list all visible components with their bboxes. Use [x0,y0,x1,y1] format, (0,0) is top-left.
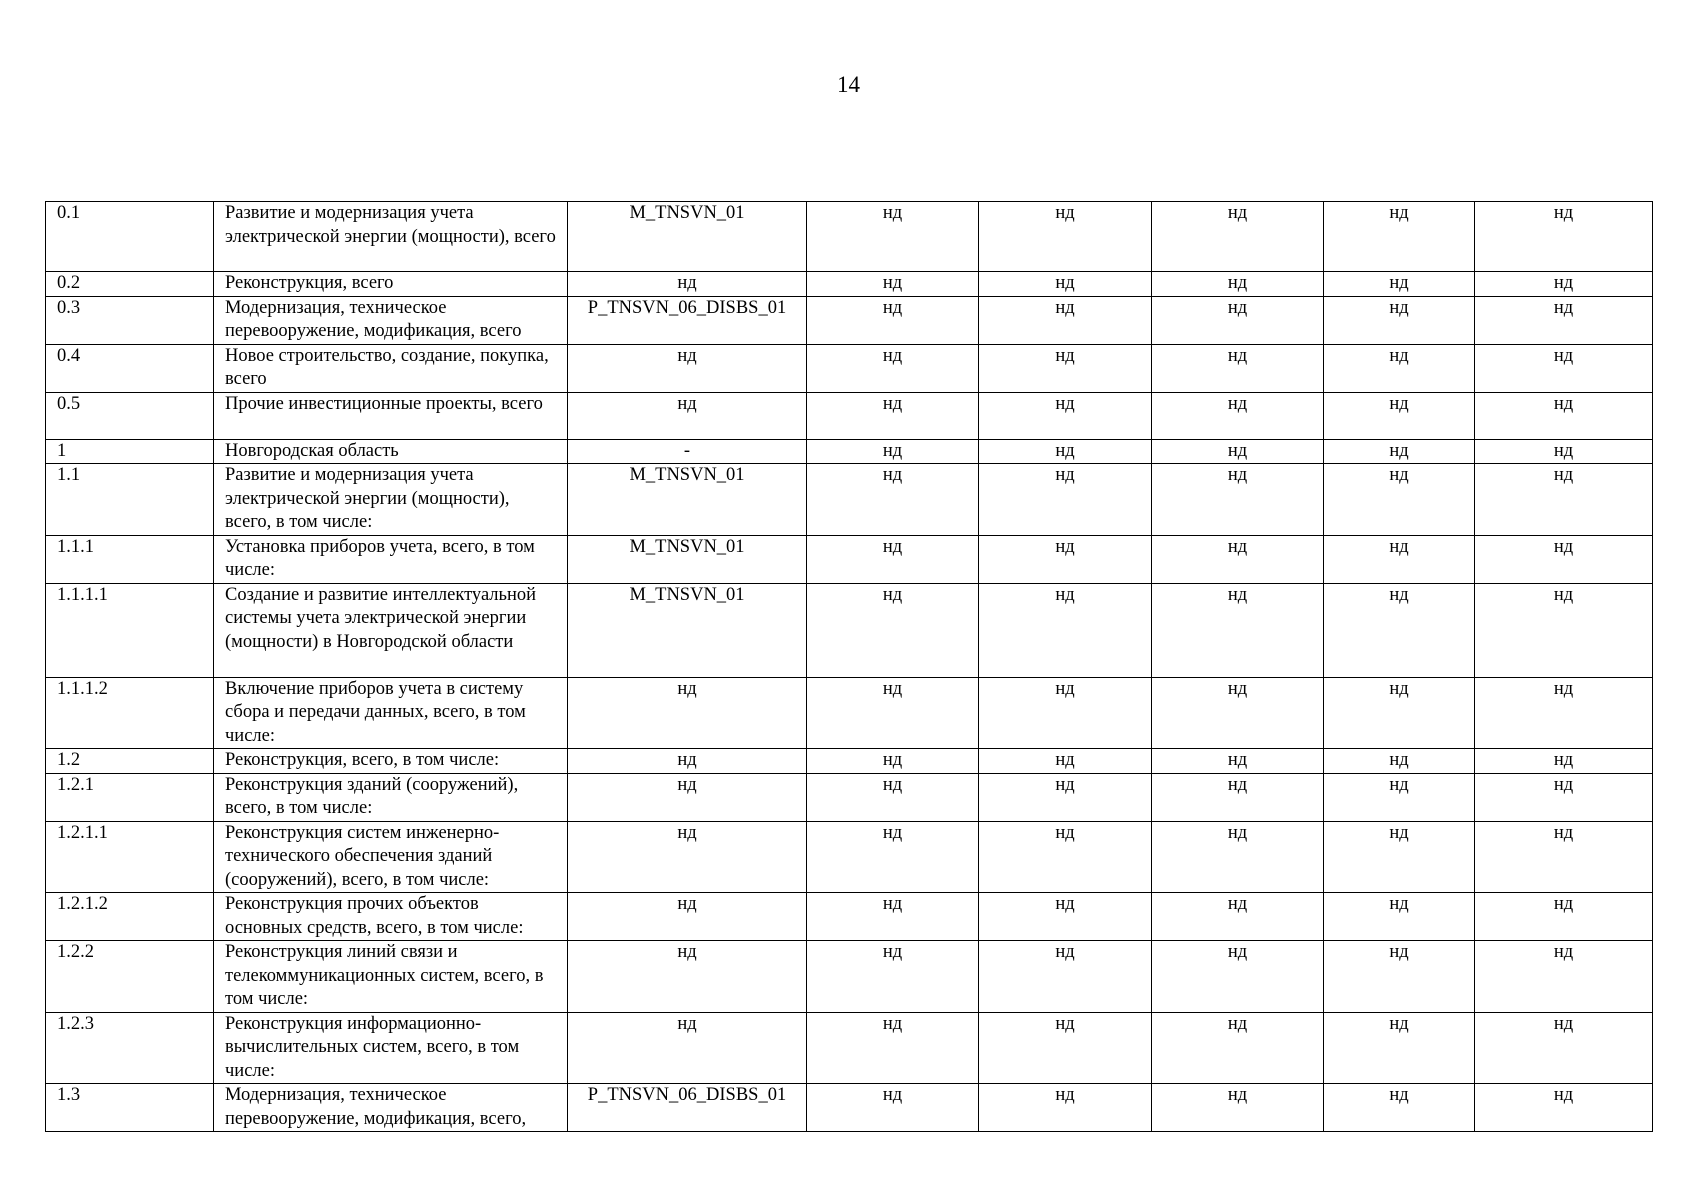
table-row [46,583,1653,677]
value-cell: нд [1152,1012,1324,1084]
row-code-cell: 1 [46,439,214,464]
value-cell: нд [979,202,1152,272]
value-cell: нд [1475,202,1653,272]
row-code-cell: 0.5 [46,392,214,439]
row-code-cell: 0.3 [46,296,214,344]
value-cell: нд [1475,677,1653,749]
value-cell: нд [807,749,979,774]
value-cell: нд [1324,439,1475,464]
value-cell: нд [1152,749,1324,774]
value-cell: нд [1324,583,1475,677]
table-row [46,1084,1653,1132]
table-row [46,535,1653,583]
value-cell: нд [1324,535,1475,583]
row-name-cell: Модернизация, техническое перевооружение, модификация, всего, [214,1084,568,1132]
row-name-cell: Реконструкция прочих объектов основных средств, всего, в том числе: [214,893,568,941]
table-row [46,296,1653,344]
value-cell: нд [979,941,1152,1013]
project-id-cell: нд [568,893,807,941]
value-cell: нд [1475,1084,1653,1132]
row-name-cell: Реконструкция, всего [214,272,568,297]
row-name-cell: Новгородская область [214,439,568,464]
value-cell: нд [807,344,979,392]
value-cell: нд [1152,464,1324,536]
table-row [46,821,1653,893]
table-row [46,344,1653,392]
value-cell: нд [1152,893,1324,941]
value-cell: нд [979,749,1152,774]
value-cell: нд [1152,202,1324,272]
value-cell: нд [979,773,1152,821]
value-cell: нд [1152,821,1324,893]
row-name-cell: Реконструкция линий связи и телекоммуникационных систем, всего, в том числе: [214,941,568,1013]
row-name-cell: Прочие инвестиционные проекты, всего [214,392,568,439]
project-id-cell: нд [568,821,807,893]
row-code-cell: 1.3 [46,1084,214,1132]
table-row [46,464,1653,536]
project-id-cell: нд [568,1012,807,1084]
project-id-cell: нд [568,272,807,297]
value-cell: нд [979,893,1152,941]
value-cell: нд [1475,821,1653,893]
row-name-cell: Включение приборов учета в систему сбора и передачи данных, всего, в том числе: [214,677,568,749]
value-cell: нд [807,821,979,893]
row-name-cell: Новое строительство, создание, покупка, всего [214,344,568,392]
value-cell: нд [1324,464,1475,536]
value-cell: нд [1324,202,1475,272]
row-code-cell: 1.2.1 [46,773,214,821]
row-name-cell: Модернизация, техническое перевооружение, модификация, всего [214,296,568,344]
value-cell: нд [979,464,1152,536]
project-id-cell: - [568,439,807,464]
value-cell: нд [1475,439,1653,464]
value-cell: нд [979,535,1152,583]
table-row [46,941,1653,1013]
value-cell: нд [979,677,1152,749]
value-cell: нд [807,464,979,536]
value-cell: нд [1152,439,1324,464]
value-cell: нд [807,1084,979,1132]
table-row [46,202,1653,272]
value-cell: нд [807,392,979,439]
table-row [46,392,1653,439]
value-cell: нд [1475,941,1653,1013]
value-cell: нд [979,344,1152,392]
value-cell: нд [1475,535,1653,583]
value-cell: нд [1475,272,1653,297]
value-cell: нд [979,1084,1152,1132]
value-cell: нд [807,677,979,749]
value-cell: нд [1152,272,1324,297]
value-cell: нд [1152,392,1324,439]
value-cell: нд [1475,464,1653,536]
value-cell: нд [1152,535,1324,583]
project-id-cell: нд [568,773,807,821]
value-cell: нд [1475,749,1653,774]
value-cell: нд [1152,296,1324,344]
value-cell: нд [1324,773,1475,821]
row-code-cell: 0.4 [46,344,214,392]
row-code-cell: 1.2.3 [46,1012,214,1084]
value-cell: нд [1324,941,1475,1013]
value-cell: нд [1475,1012,1653,1084]
value-cell: нд [807,583,979,677]
value-cell: нд [1152,583,1324,677]
value-cell: нд [1324,296,1475,344]
project-id-cell: нд [568,677,807,749]
project-id-cell: P_TNSVN_06_DISBS_01 [568,1084,807,1132]
value-cell: нд [1324,821,1475,893]
project-id-cell: нд [568,749,807,774]
value-cell: нд [807,535,979,583]
table-row [46,1012,1653,1084]
table-row [46,893,1653,941]
value-cell: нд [1475,392,1653,439]
value-cell: нд [1324,893,1475,941]
project-id-cell: нд [568,941,807,1013]
value-cell: нд [1152,1084,1324,1132]
value-cell: нд [1324,677,1475,749]
table-row [46,749,1653,774]
row-code-cell: 1.2.1.1 [46,821,214,893]
project-id-cell: M_TNSVN_01 [568,535,807,583]
value-cell: нд [979,1012,1152,1084]
project-id-cell: M_TNSVN_01 [568,464,807,536]
project-id-cell: M_TNSVN_01 [568,202,807,272]
value-cell: нд [1324,1084,1475,1132]
row-name-cell: Реконструкция информационно-вычислительных систем, всего, в том числе: [214,1012,568,1084]
table-row [46,677,1653,749]
value-cell: нд [807,296,979,344]
value-cell: нд [807,773,979,821]
row-code-cell: 1.2.1.2 [46,893,214,941]
value-cell: нд [979,296,1152,344]
value-cell: нд [1324,1012,1475,1084]
value-cell: нд [1324,392,1475,439]
value-cell: нд [979,821,1152,893]
row-name-cell: Реконструкция, всего, в том числе: [214,749,568,774]
value-cell: нд [1475,893,1653,941]
row-code-cell: 1.2 [46,749,214,774]
value-cell: нд [807,272,979,297]
value-cell: нд [1152,677,1324,749]
row-code-cell: 1.2.2 [46,941,214,1013]
row-name-cell: Создание и развитие интеллектуальной системы учета электрической энергии (мощности) в Новгородской области [214,583,568,677]
row-name-cell: Реконструкция систем инженерно-технического обеспечения зданий (сооружений), всего, в том числе: [214,821,568,893]
row-name-cell: Установка приборов учета, всего, в том числе: [214,535,568,583]
project-id-cell: P_TNSVN_06_DISBS_01 [568,296,807,344]
table-row [46,773,1653,821]
row-code-cell: 1.1.1.2 [46,677,214,749]
value-cell: нд [1475,344,1653,392]
value-cell: нд [807,893,979,941]
project-id-cell: M_TNSVN_01 [568,583,807,677]
value-cell: нд [979,583,1152,677]
investment-table [45,201,1653,1132]
value-cell: нд [1324,344,1475,392]
value-cell: нд [1475,296,1653,344]
row-code-cell: 0.1 [46,202,214,272]
value-cell: нд [807,439,979,464]
table-row [46,439,1653,464]
row-name-cell: Развитие и модернизация учета электрической энергии (мощности), всего, в том числе: [214,464,568,536]
value-cell: нд [1152,773,1324,821]
project-id-cell: нд [568,344,807,392]
value-cell: нд [1324,272,1475,297]
value-cell: нд [979,272,1152,297]
row-name-cell: Реконструкция зданий (сооружений), всего, в том числе: [214,773,568,821]
row-code-cell: 1.1 [46,464,214,536]
row-code-cell: 1.1.1 [46,535,214,583]
row-code-cell: 0.2 [46,272,214,297]
row-code-cell: 1.1.1.1 [46,583,214,677]
value-cell: нд [807,202,979,272]
value-cell: нд [979,392,1152,439]
row-name-cell: Развитие и модернизация учета электрической энергии (мощности), всего [214,202,568,272]
value-cell: нд [807,941,979,1013]
table-row [46,272,1653,297]
value-cell: нд [1152,941,1324,1013]
value-cell: нд [1324,749,1475,774]
page-number: 14 [837,72,860,97]
value-cell: нд [1152,344,1324,392]
value-cell: нд [807,1012,979,1084]
value-cell: нд [1475,583,1653,677]
project-id-cell: нд [568,392,807,439]
value-cell: нд [979,439,1152,464]
value-cell: нд [1475,773,1653,821]
